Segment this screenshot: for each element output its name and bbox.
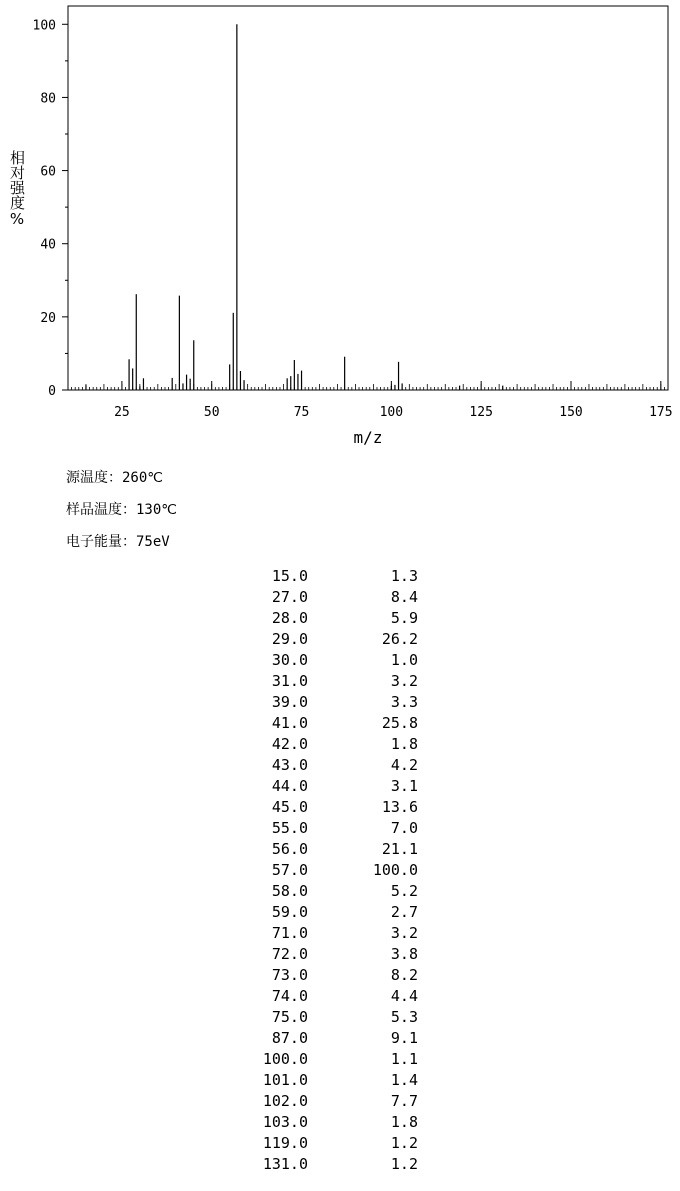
mz-value: 131.0 [262,1155,308,1173]
mz-value: 55.0 [271,819,308,837]
intensity-value: 100.0 [372,861,418,879]
intensity-value: 1.2 [390,1155,418,1173]
table-row [236,566,426,587]
table-row [236,965,426,986]
x-tick-label: 50 [203,405,220,420]
mz-value: 44.0 [271,777,308,795]
y-tick-label: 0 [48,384,56,399]
table-row [236,1091,426,1112]
mz-value: 43.0 [271,756,308,774]
x-tick-label: 125 [469,405,493,420]
intensity-value: 4.2 [390,756,418,774]
mz-value: 30.0 [271,651,308,669]
intensity-value: 3.1 [390,777,418,795]
peak-table [236,566,426,1175]
x-tick-label: 75 [293,405,310,420]
table-row [236,1112,426,1133]
x-tick-label: 25 [114,405,130,420]
intensity-value: 7.0 [390,819,418,837]
table-row [236,1028,426,1049]
y-tick-label: 80 [40,91,56,107]
intensity-value: 3.2 [390,672,418,690]
x-axis-label: m/z [353,428,383,447]
intensity-value: 1.3 [390,567,418,585]
condition-line [66,531,170,551]
mz-value: 72.0 [271,945,308,963]
intensity-value: 1.8 [390,1113,418,1131]
intensity-value: 8.2 [390,966,418,984]
x-tick-label: 100 [379,405,404,420]
mz-value: 73.0 [271,966,308,984]
intensity-value: 5.2 [390,882,418,900]
mz-value: 15.0 [271,567,308,585]
intensity-value: 3.3 [390,693,418,711]
condition-line [66,499,177,519]
mz-value: 101.0 [262,1071,308,1089]
intensity-value: 3.8 [390,945,418,963]
intensity-value: 4.4 [390,987,418,1005]
intensity-value: 13.6 [381,798,418,816]
mz-value: 41.0 [271,714,308,732]
condition-value: 260℃ [122,470,164,486]
table-row [236,1133,426,1154]
y-axis-label: 相对强度% [8,150,26,228]
mz-value: 42.0 [271,735,308,753]
intensity-value: 1.1 [390,1050,418,1068]
intensity-value: 3.2 [390,924,418,942]
y-tick-label: 100 [32,18,56,34]
mz-value: 59.0 [271,903,308,921]
table-row [236,881,426,902]
mz-value: 29.0 [271,630,308,648]
plot-frame [68,6,668,390]
table-row [236,587,426,608]
mz-value: 28.0 [271,609,308,627]
table-row [236,944,426,965]
mz-value: 45.0 [271,798,308,816]
table-row [236,650,426,671]
y-tick-label: 40 [40,237,56,253]
spectrum-peaks [86,24,503,390]
table-row [236,1154,426,1175]
table-row [236,776,426,797]
table-row [236,713,426,734]
table-row [236,608,426,629]
condition-value: 130℃ [136,502,178,518]
intensity-value: 2.7 [390,903,418,921]
mz-value: 27.0 [271,588,308,606]
table-row [236,734,426,755]
mz-value: 56.0 [271,840,308,858]
table-row [236,692,426,713]
intensity-value: 1.0 [390,651,418,669]
mz-value: 71.0 [271,924,308,942]
intensity-value: 1.2 [390,1134,418,1152]
mass-spectrum-chart [0,0,680,450]
condition-label: 电子能量： [66,534,136,550]
condition-label: 源温度： [66,470,122,486]
mz-value: 102.0 [262,1092,308,1110]
intensity-value: 21.1 [381,840,418,858]
mz-value: 75.0 [271,1008,308,1026]
table-row [236,797,426,818]
intensity-value: 7.7 [390,1092,418,1110]
intensity-value: 1.8 [390,735,418,753]
x-tick-label: 150 [559,405,583,420]
mz-value: 39.0 [271,693,308,711]
condition-value: 75eV [136,534,170,550]
intensity-value: 8.4 [390,588,418,606]
table-row [236,860,426,881]
table-row [236,1007,426,1028]
intensity-value: 26.2 [381,630,418,648]
table-row [236,839,426,860]
table-row [236,1070,426,1091]
mz-value: 74.0 [271,987,308,1005]
mz-value: 103.0 [262,1113,308,1131]
intensity-value: 5.3 [390,1008,418,1026]
condition-line [66,467,163,487]
intensity-value: 1.4 [390,1071,418,1089]
mz-value: 31.0 [271,672,308,690]
table-row [236,923,426,944]
intensity-value: 25.8 [381,714,418,732]
mz-value: 100.0 [262,1050,308,1068]
mz-value: 87.0 [271,1029,308,1047]
mz-value: 58.0 [271,882,308,900]
y-tick-label: 60 [40,164,56,180]
condition-label: 样品温度： [66,502,136,518]
y-axis-ticks [33,18,68,399]
x-minor-ticks [68,384,668,390]
table-row [236,1049,426,1070]
table-row [236,671,426,692]
table-row [236,818,426,839]
table-row [236,902,426,923]
mz-value: 119.0 [262,1134,308,1152]
table-row [236,629,426,650]
intensity-value: 9.1 [390,1029,418,1047]
intensity-value: 5.9 [390,609,418,627]
y-tick-label: 20 [40,310,56,326]
table-row [236,755,426,776]
x-tick-label: 175 [649,405,673,420]
table-row [236,986,426,1007]
mz-value: 57.0 [271,861,308,879]
